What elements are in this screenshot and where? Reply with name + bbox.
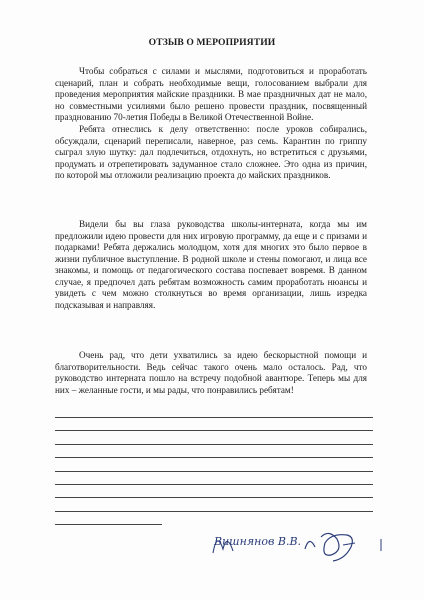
blank-line <box>55 457 373 458</box>
blank-lines <box>55 417 373 538</box>
paragraph-text: Ребята отнеслись к делу ответственно: после уроков собирались, обсуждали, сценарий переписали, наверное, раз семь. Карантин по гриппу сыграл злую шутку: дал подлечиться, отдохнуть, но встретиться с друзьями, продумать и отрепетировать задуманное стало сложнее. Это одна из причин, по которой мы отложили реализацию проекта до майских праздников. <box>55 124 367 180</box>
blank-line <box>55 511 373 512</box>
blank-line <box>55 484 373 485</box>
paragraph-text: Очень рад, что дети ухватились за идею бескорыстной помощи и благотворительности. Ведь сейчас такого очень мало осталось. Рад, что руководство интерната пошло на встречу подобной авантюре. Теперь мы для них – желанные гости, и мы рады, что понравились ребятам! <box>55 350 367 395</box>
blank-line <box>55 497 373 498</box>
paragraph-1 <box>55 66 367 124</box>
paragraph-text: Чтобы собраться с силами и мыслями, подготовиться и проработать сценарий, план и собрать необходимые вещи, голосованием выбрали для проведения мероприятия майские праздники. В мае праздничных дат не мало, но совместными усилиями было решено провести праздник, посвященный празднованию 70-летия Победы в Великой Отечественной Войне. <box>55 66 367 122</box>
paragraph-text: Видели бы вы глаза руководства школы-интерната, когда мы им предложили идею провести для них игровую программу, да еще и с призами и подарками! Ребята держались молодцом, хотя для многих это было первое в жизни публичное выступление. В родной школе и стены помогают, и лица все знакомы, и помощь от педагогического состава поспевает вовремя. В данном случае, я предпочел дать ребятам возможность самим проработать нюансы и увидеть с чем можно столкнуться во время организации, лишь изредка подсказывая и направляя. <box>55 219 367 310</box>
paragraph-2 <box>55 124 367 182</box>
blank-line-short <box>55 524 162 525</box>
blank-line <box>55 471 373 472</box>
paragraph-4 <box>55 350 367 396</box>
document-title: ОТЗЫВ О МЕРОПРИЯТИИ <box>148 37 276 48</box>
paragraph-3 <box>55 219 367 311</box>
blank-line <box>55 444 373 445</box>
blank-line <box>55 417 373 418</box>
signature-text: Вишнянов В.В. <box>214 535 302 548</box>
blank-line <box>55 430 373 431</box>
